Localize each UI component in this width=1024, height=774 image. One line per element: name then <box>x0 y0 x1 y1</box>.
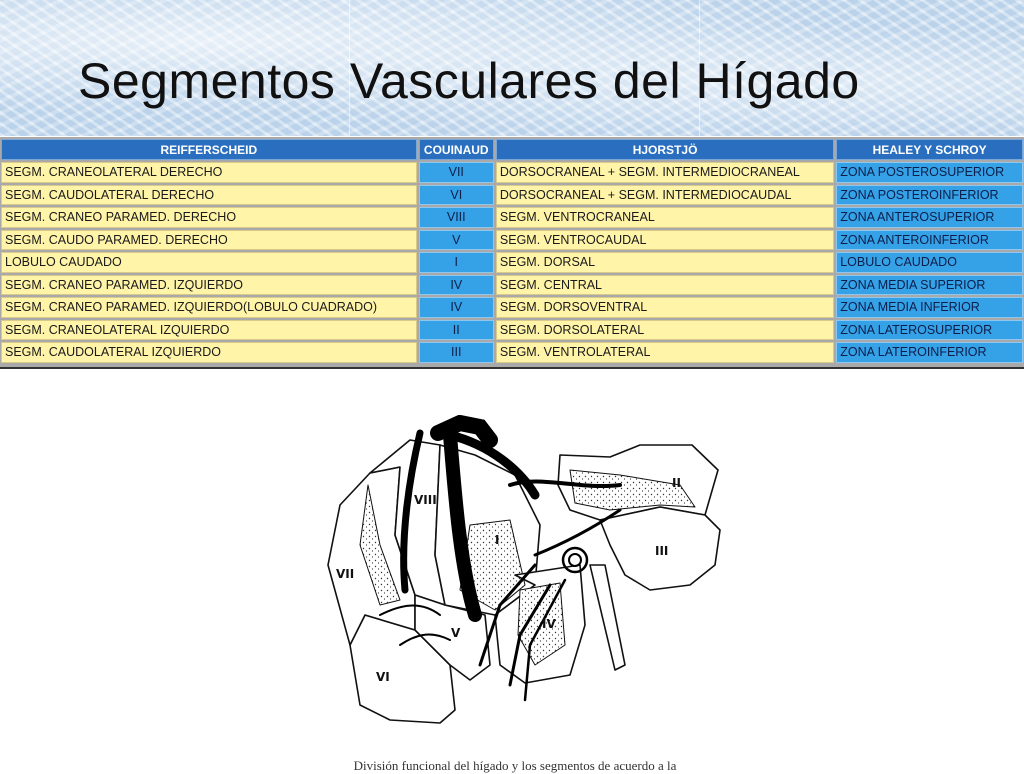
couinaud-cell: VII <box>419 162 494 183</box>
couinaud-cell: VI <box>419 185 494 206</box>
reifferscheid-cell: SEGM. CAUDOLATERAL IZQUIERDO <box>1 342 417 363</box>
hjorstjo-cell: SEGM. VENTROCAUDAL <box>496 230 834 251</box>
hjorstjo-cell: SEGM. DORSAL <box>496 252 834 273</box>
table-row <box>1 297 1023 318</box>
table-row <box>1 342 1023 363</box>
table-header-row <box>1 139 1023 160</box>
reifferscheid-cell: SEGM. CRANEOLATERAL DERECHO <box>1 162 417 183</box>
table-row <box>1 207 1023 228</box>
table-row <box>1 230 1023 251</box>
healey-schroy-cell: ZONA POSTEROINFERIOR <box>836 185 1023 206</box>
figure-caption: División funcional del hígado y los segmentos de acuerdo a la <box>353 758 677 773</box>
liver-segments-illustration <box>320 415 725 730</box>
healey-schroy-cell: ZONA MEDIA SUPERIOR <box>836 275 1023 296</box>
column-header-reifferscheid: REIFFERSCHEID <box>1 139 417 160</box>
table-row <box>1 252 1023 273</box>
couinaud-cell: V <box>419 230 494 251</box>
healey-schroy-cell: ZONA ANTEROINFERIOR <box>836 230 1023 251</box>
table-row <box>1 185 1023 206</box>
healey-schroy-cell: ZONA MEDIA INFERIOR <box>836 297 1023 318</box>
label-segment-i: I <box>495 533 500 547</box>
label-segment-vii: VII <box>336 567 355 581</box>
healey-schroy-cell: LOBULO CAUDADO <box>836 252 1023 273</box>
couinaud-cell: II <box>419 320 494 341</box>
couinaud-cell: I <box>419 252 494 273</box>
label-segment-vi: VI <box>376 670 390 684</box>
label-segment-v: V <box>451 626 461 640</box>
column-header-couinaud: COUINAUD <box>419 139 494 160</box>
hjorstjo-cell: SEGM. VENTROLATERAL <box>496 342 834 363</box>
reifferscheid-cell: SEGM. CRANEOLATERAL IZQUIERDO <box>1 320 417 341</box>
table-row <box>1 275 1023 296</box>
label-segment-viii: VIII <box>414 493 437 507</box>
table-row <box>1 320 1023 341</box>
column-header-healey-schroy: HEALEY Y SCHROY <box>836 139 1023 160</box>
label-segment-ii: II <box>672 476 681 490</box>
reifferscheid-cell: SEGM. CRANEO PARAMED. DERECHO <box>1 207 417 228</box>
hjorstjo-cell: SEGM. DORSOLATERAL <box>496 320 834 341</box>
reifferscheid-cell: SEGM. CRANEO PARAMED. IZQUIERDO(LOBULO CUADRADO) <box>1 297 417 318</box>
label-segment-iv: IV <box>542 617 556 631</box>
hjorstjo-cell: SEGM. CENTRAL <box>496 275 834 296</box>
table-row <box>1 162 1023 183</box>
reifferscheid-cell: SEGM. CAUDOLATERAL DERECHO <box>1 185 417 206</box>
reifferscheid-cell: SEGM. CAUDO PARAMED. DERECHO <box>1 230 417 251</box>
reifferscheid-cell: LOBULO CAUDADO <box>1 252 417 273</box>
segments-table <box>0 137 1024 369</box>
healey-schroy-cell: ZONA LATEROSUPERIOR <box>836 320 1023 341</box>
reifferscheid-cell: SEGM. CRANEO PARAMED. IZQUIERDO <box>1 275 417 296</box>
column-header-hjorstjo: HJORSTJÖ <box>496 139 834 160</box>
segments-table-grid <box>0 137 1024 365</box>
healey-schroy-cell: ZONA LATEROINFERIOR <box>836 342 1023 363</box>
couinaud-cell: IV <box>419 297 494 318</box>
label-segment-iii: III <box>655 544 669 558</box>
slide-title: Segmentos Vasculares del Hígado <box>78 53 860 109</box>
couinaud-cell: IV <box>419 275 494 296</box>
healey-schroy-cell: ZONA ANTEROSUPERIOR <box>836 207 1023 228</box>
hjorstjo-cell: DORSOCRANEAL + SEGM. INTERMEDIOCAUDAL <box>496 185 834 206</box>
couinaud-cell: VIII <box>419 207 494 228</box>
healey-schroy-cell: ZONA POSTEROSUPERIOR <box>836 162 1023 183</box>
hjorstjo-cell: SEGM. VENTROCRANEAL <box>496 207 834 228</box>
hjorstjo-cell: SEGM. DORSOVENTRAL <box>496 297 834 318</box>
hjorstjo-cell: DORSOCRANEAL + SEGM. INTERMEDIOCRANEAL <box>496 162 834 183</box>
couinaud-cell: III <box>419 342 494 363</box>
